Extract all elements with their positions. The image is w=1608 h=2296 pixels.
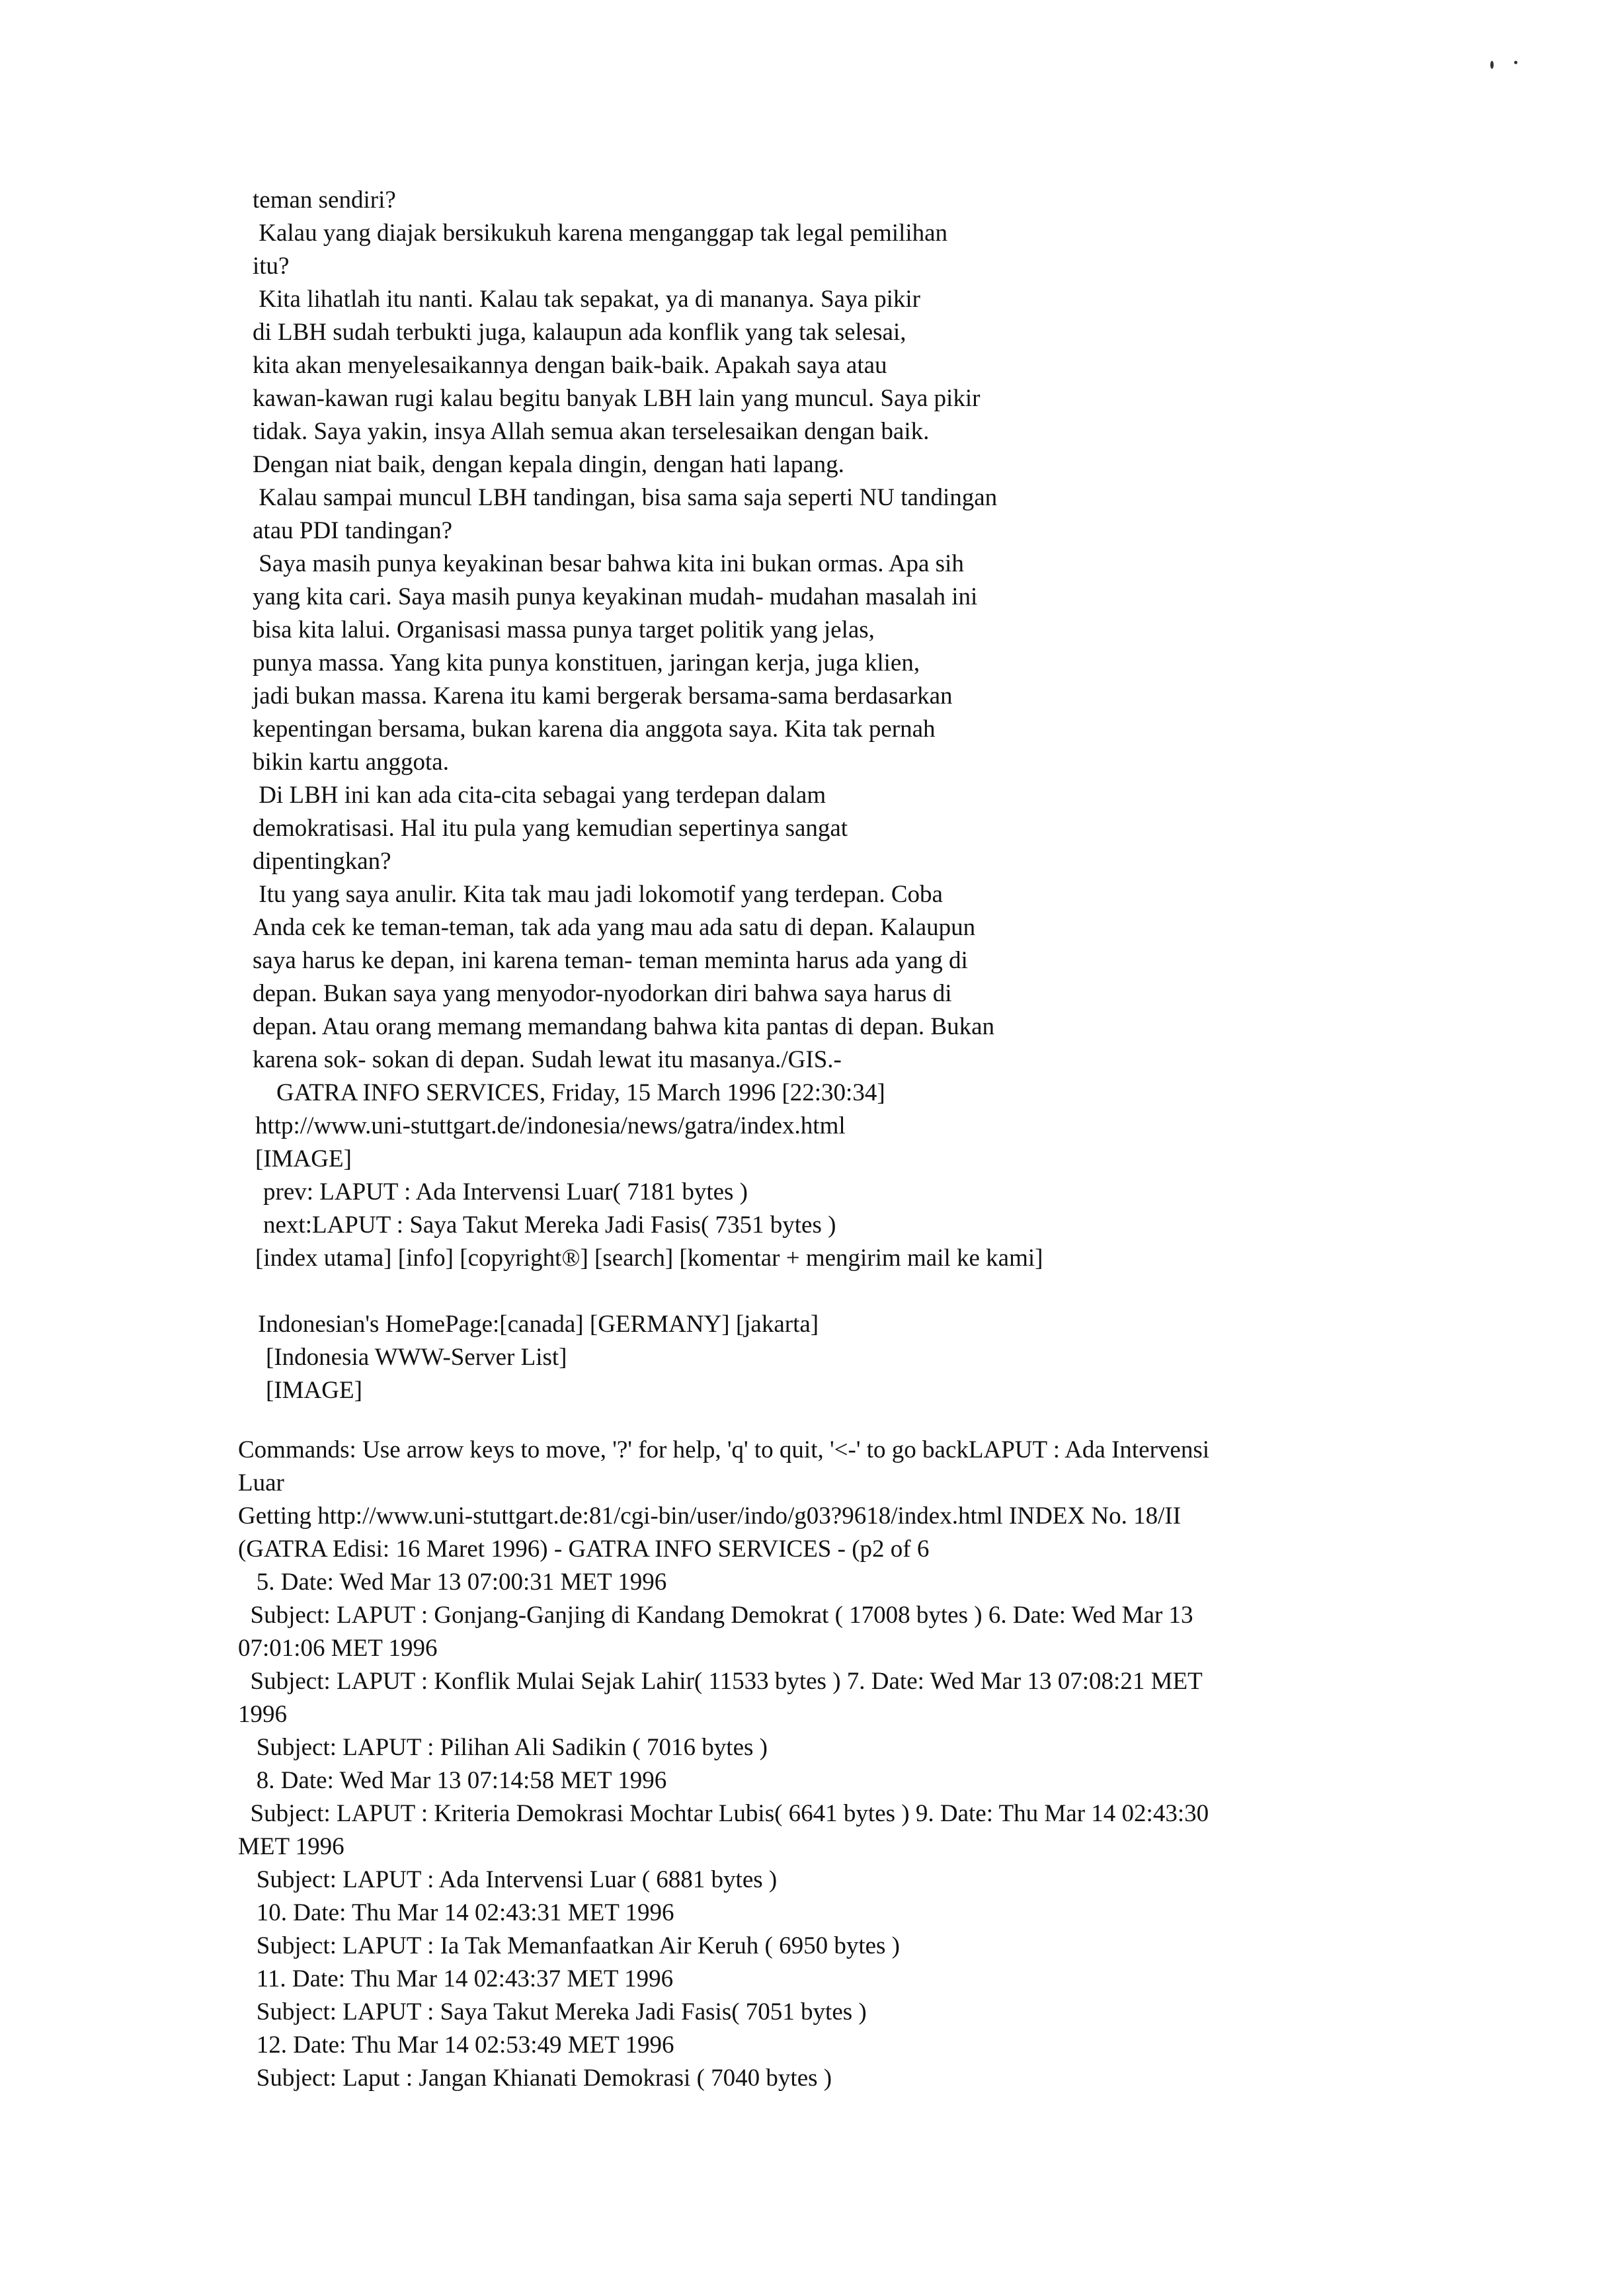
article-line: saya harus ke depan, ini karena teman- teman meminta harus ada yang di (253, 947, 968, 974)
article-line: Saya masih punya keyakinan besar bahwa kita ini bukan ormas. Apa sih (253, 550, 964, 577)
article-line: tidak. Saya yakin, insya Allah semua akan terselesaikan dengan baik. (253, 418, 930, 445)
listing-line[interactable]: Subject: LAPUT : Kriteria Demokrasi Mochtar Lubis( 6641 bytes ) 9. Date: Thu Mar 14 02:43:30 (238, 1800, 1209, 1827)
listing-line[interactable]: Subject: LAPUT : Pilihan Ali Sadikin ( 7016 bytes ) (238, 1734, 768, 1761)
article-line: atau PDI tandingan? (253, 517, 453, 544)
gatra-index-link[interactable]: http://www.uni-stuttgart.de/indonesia/news/gatra/index.html (255, 1112, 846, 1139)
article-line: Di LBH ini kan ada cita-cita sebagai yang terdepan dalam (253, 782, 826, 809)
article-line: kawan-kawan rugi kalau begitu banyak LBH lain yang muncul. Saya pikir (253, 385, 981, 412)
listing-line[interactable]: Subject: LAPUT : Saya Takut Mereka Jadi Fasis( 7051 bytes ) (238, 1998, 867, 2026)
listing-line: 12. Date: Thu Mar 14 02:53:49 MET 1996 (238, 2031, 674, 2059)
listing-line: MET 1996 (238, 1833, 344, 1860)
listing-line[interactable]: Subject: LAPUT : Gonjang-Ganjing di Kandang Demokrat ( 17008 bytes ) 6. Date: Wed Mar 13 (238, 1602, 1193, 1629)
prev-link[interactable]: prev: LAPUT : Ada Intervensi Luar( 7181 bytes ) (263, 1178, 748, 1206)
article-line: Itu yang saya anulir. Kita tak mau jadi lokomotif yang terdepan. Coba (253, 881, 943, 908)
article-line: teman sendiri? (253, 186, 396, 214)
article-line: depan. Bukan saya yang menyodor-nyodorkan diri bahwa saya harus di (253, 980, 952, 1007)
article-line: punya massa. Yang kita punya konstituen, jaringan kerja, juga klien, (253, 649, 920, 676)
article-line: kita akan menyelesaikannya dengan baik-baik. Apakah saya atau (253, 352, 887, 379)
article-line: depan. Atau orang memang memandang bahwa kita pantas di depan. Bukan (253, 1013, 994, 1040)
article-line: Kalau yang diajak bersikukuh karena menganggap tak legal pemilihan (253, 220, 948, 247)
article-line: di LBH sudah terbukti juga, kalaupun ada konflik yang tak selesai, (253, 319, 906, 346)
info-services-line: GATRA INFO SERVICES, Friday, 15 March 1996 [22:30:34] (276, 1079, 885, 1106)
image-placeholder: [IMAGE] (266, 1377, 362, 1404)
scan-speck (1490, 61, 1494, 69)
scan-speck (1514, 61, 1517, 64)
article-line: yang kita cari. Saya masih punya keyakinan mudah- mudahan masalah ini (253, 583, 978, 610)
listing-line: 11. Date: Thu Mar 14 02:43:37 MET 1996 (238, 1965, 674, 1992)
article-line: bisa kita lalui. Organisasi massa punya target politik yang jelas, (253, 616, 875, 643)
listing-line: (GATRA Edisi: 16 Maret 1996) - GATRA INFO SERVICES - (p2 of 6 (238, 1536, 930, 1563)
listing-line[interactable]: Subject: LAPUT : Ia Tak Memanfaatkan Air Keruh ( 6950 bytes ) (238, 1932, 900, 1959)
listing-line: 8. Date: Wed Mar 13 07:14:58 MET 1996 (238, 1767, 667, 1794)
command-line: Commands: Use arrow keys to move, '?' for help, 'q' to quit, '<-' to go backLAPUT : Ada Intervensi (238, 1436, 1210, 1463)
listing-line: 1996 (238, 1701, 287, 1728)
next-link[interactable]: next:LAPUT : Saya Takut Mereka Jadi Fasis( 7351 bytes ) (263, 1211, 836, 1239)
listing-line[interactable]: Subject: LAPUT : Konflik Mulai Sejak Lahir( 11533 bytes ) 7. Date: Wed Mar 13 07:08:21 MET (238, 1668, 1203, 1695)
listing-line: 10. Date: Thu Mar 14 02:43:31 MET 1996 (238, 1899, 674, 1926)
homepage-links[interactable]: Indonesian's HomePage:[canada] [GERMANY] [jakarta] (258, 1311, 819, 1338)
article-line: kepentingan bersama, bukan karena dia anggota saya. Kita tak pernah (253, 716, 936, 743)
listing-line: 07:01:06 MET 1996 (238, 1635, 438, 1662)
article-line: karena sok- sokan di depan. Sudah lewat itu masanya./GIS.- (253, 1046, 842, 1073)
article-line: Kita lihatlah itu nanti. Kalau tak sepakat, ya di mananya. Saya pikir (253, 286, 921, 313)
nav-links[interactable]: [index utama] [info] [copyright®] [search] [komentar + mengirim mail ke kami] (255, 1245, 1043, 1272)
server-list-link[interactable]: [Indonesia WWW-Server List] (266, 1344, 567, 1371)
listing-line: Getting http://www.uni-stuttgart.de:81/cgi-bin/user/indo/g03?9618/index.html INDEX No. 18/II (238, 1502, 1182, 1530)
article-line: itu? (253, 253, 290, 280)
article-line: dipentingkan? (253, 848, 391, 875)
listing-line: Luar (238, 1469, 284, 1496)
article-line: Kalau sampai muncul LBH tandingan, bisa sama saja seperti NU tandingan (253, 484, 998, 511)
listing-line[interactable]: Subject: Laput : Jangan Khianati Demokrasi ( 7040 bytes ) (238, 2065, 832, 2092)
article-line: demokratisasi. Hal itu pula yang kemudian sepertinya sangat (253, 815, 848, 842)
article-line: Dengan niat baik, dengan kepala dingin, dengan hati lapang. (253, 451, 844, 478)
image-placeholder: [IMAGE] (255, 1145, 352, 1172)
article-line: Anda cek ke teman-teman, tak ada yang mau ada satu di depan. Kalaupun (253, 914, 976, 941)
article-line: bikin kartu anggota. (253, 749, 449, 776)
listing-line[interactable]: Subject: LAPUT : Ada Intervensi Luar ( 6881 bytes ) (238, 1866, 778, 1893)
listing-line: 5. Date: Wed Mar 13 07:00:31 MET 1996 (238, 1569, 667, 1596)
article-line: jadi bukan massa. Karena itu kami bergerak bersama-sama berdasarkan (253, 682, 953, 710)
